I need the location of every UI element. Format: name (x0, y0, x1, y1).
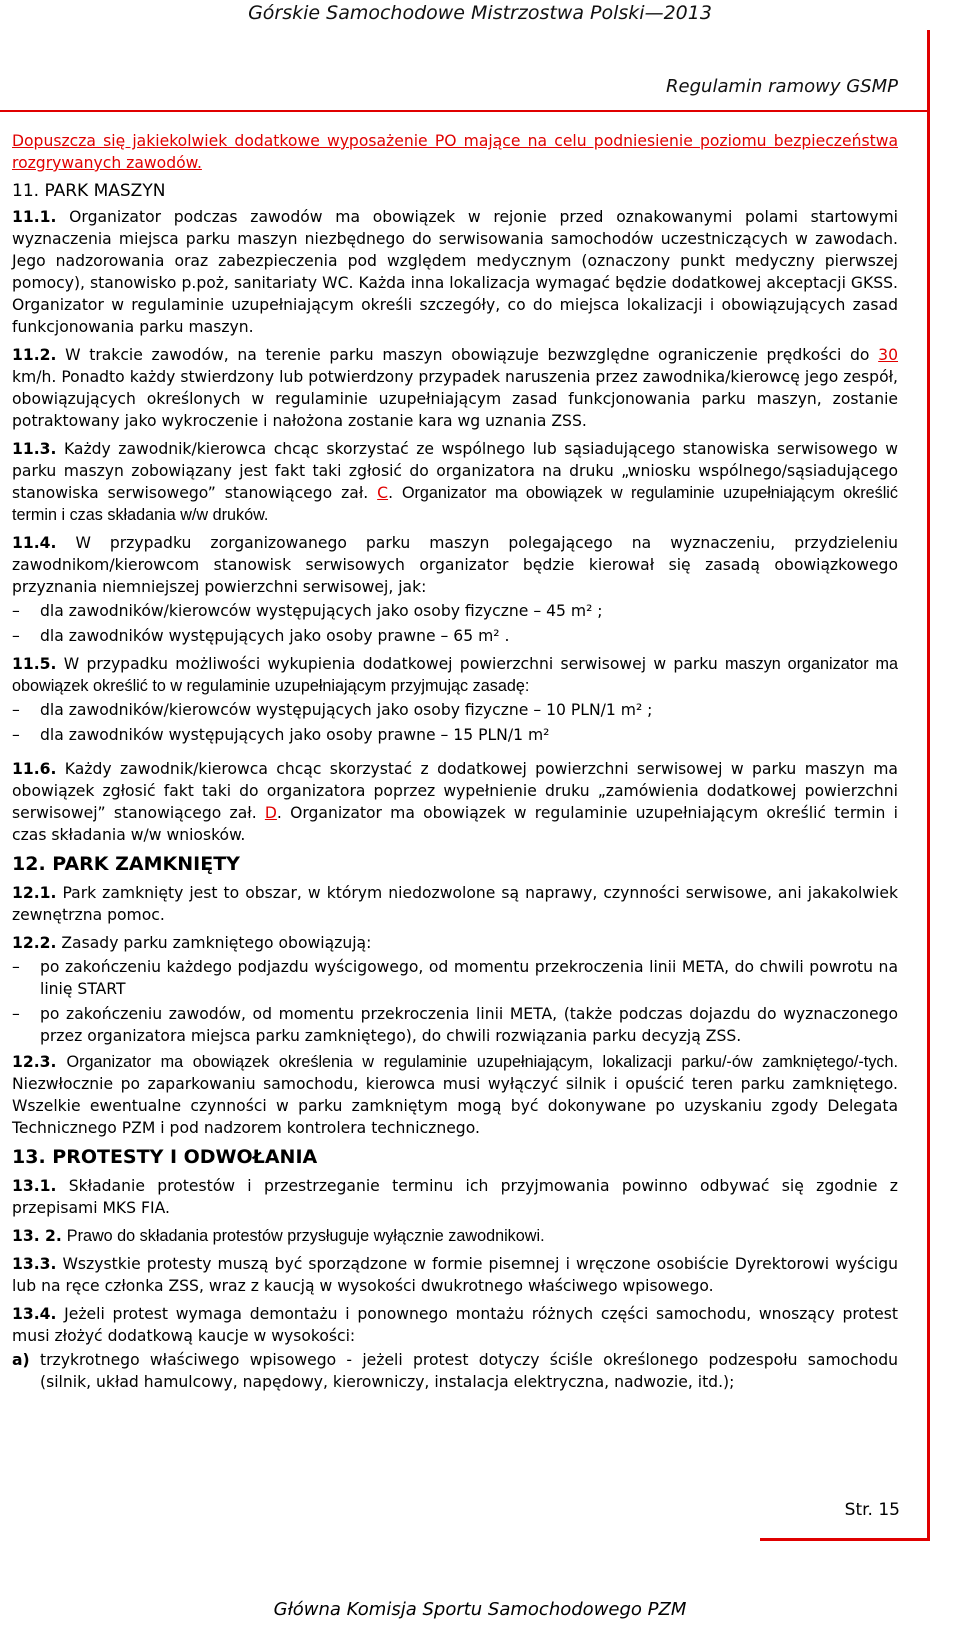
page-content (12, 130, 898, 1396)
para-11-3 (12, 438, 898, 526)
section-11-heading: 11. PARK MASZYN (12, 181, 166, 201)
list-item-text: po zakończeniu zawodów, od momentu przekroczenia linii META, (także podczas dojazdu do wyznaczonego przez organizatora miejsca parku zamkniętego), do chwili rozwiązania parku decyzją ZSS. (40, 1005, 898, 1045)
list-item-text: po zakończeniu każdego podjazdu wyścigowego, od momentu przekroczenia linii META, do chwili powrotu na linię START (40, 958, 898, 998)
para-text: W trakcie zawodów, na terenie parku maszyn obowiązuje bezwzględne ograniczenie prędkości do (65, 346, 879, 364)
para-number: 13. 2. (12, 1227, 62, 1245)
margin-rule (927, 30, 930, 1540)
para-text: W przypadku zorganizowanego parku maszyn polegającego na wyznaczeniu, przydzieleniu zawodnikom/kierowcom stanowisk serwisowych organizator będzie kierował się zasadą obowiązkowego przyznania niemniejszej powierzchni serwisowej, jak: (12, 534, 898, 596)
intro-note: Dopuszcza się jakiekolwiek dodatkowe wyposażenie PO mające na celu podniesienie poziomu bezpieczeństwa rozgrywanych zawodów. (12, 132, 898, 172)
para-11-2 (12, 344, 898, 432)
para-text: Organizator ma obowiązek określenia w regulaminie uzupełniającym, lokalizacji parku/-ów zamkniętego/-tych. (66, 1053, 898, 1071)
para-number: 11.6. (12, 760, 57, 778)
attachment-d-link[interactable]: D (264, 804, 277, 822)
footer-rule (760, 1538, 930, 1541)
para-number: 11.5. (12, 655, 57, 673)
speed-limit-link[interactable]: 30 (878, 346, 899, 364)
running-head: Regulamin ramowy GSMP (666, 76, 898, 97)
list-marker: a) (12, 1351, 30, 1369)
para-number: 13.1. (12, 1177, 57, 1195)
para-12-3 (12, 1051, 898, 1139)
para-13-2 (12, 1225, 898, 1247)
attachment-c-link[interactable]: C (377, 484, 389, 502)
list-item (12, 956, 898, 1000)
page-number: Str. 15 (844, 1500, 900, 1520)
dash-marker: – (12, 602, 20, 620)
para-text: Jeżeli protest wymaga demontażu i ponownego montażu różnych części samochodu, wnoszący protest musi złożyć dodatkową kaucje w wysokości: (12, 1305, 898, 1345)
dash-marker: – (12, 726, 20, 744)
list-item (12, 1003, 898, 1047)
para-text: . Organizator ma obowiązek w regulaminie uzupełniającym określić termin i czas składania w/w wniosków. (12, 804, 898, 844)
para-13-1 (12, 1175, 898, 1219)
footer-organization: Główna Komisja Sportu Samochodowego PZM (273, 1599, 687, 1620)
para-text: Każdy zawodnik/kierowca chcąc skorzystać z dodatkowej powierzchni serwisowej w parku maszyn ma obowiązek zgłosić fakt taki do organizatora poprzez wypełnienie druku „zamówienia dodatkowej powierzchni serwisowej” stanowiącego zał. (12, 760, 898, 822)
para-number: 11.1. (12, 208, 57, 226)
para-text: Park zamknięty jest to obszar, w którym niedozwolone są naprawy, czynności serwisowe, ani jakakolwiek zewnętrzna pomoc. (12, 884, 898, 924)
para-13-4 (12, 1303, 898, 1347)
para-number: 13.4. (12, 1305, 57, 1323)
document-title: Górskie Samochodowe Mistrzostwa Polski—2013 (248, 2, 712, 24)
list-item (12, 699, 898, 721)
dash-marker: – (12, 1005, 20, 1023)
list-item-text: dla zawodników występujących jako osoby prawne – 15 PLN/1 m² (40, 726, 550, 744)
list-item (12, 724, 898, 746)
para-11-4 (12, 532, 898, 598)
header-rule (0, 110, 930, 112)
section-13-heading: 13. PROTESTY I ODWOŁANIA (12, 1146, 318, 1168)
para-text: Każdy zawodnik/kierowca chcąc skorzystać ze wspólnego lub sąsiadującego stanowiska serwisowego w parku maszyn zobowiązany jest fakt taki zgłosić do organizatora na druku „wniosku wspólnego/sąsiadującego stanowiska serwisowego” stanowiącego zał. (12, 440, 898, 502)
list-item-text: trzykrotnego właściwego wpisowego - jeżeli protest dotyczy ściśle określonego podzespołu samochodu (silnik, układ hamulcowy, napędowy, kierowniczy, instalacja elektryczna, nadwozie, itd.); (40, 1351, 898, 1391)
para-11-1 (12, 206, 898, 338)
para-text: Prawo do składania protestów przysługuje wyłącznie zawodnikowi. (66, 1227, 545, 1245)
para-text: Organizator podczas zawodów ma obowiązek w rejonie przed oznakowanymi polami startowymi wyznaczenia miejsca parku maszyn niezbędnego do serwisowania samochodów uczestniczących w zawodach. Jego nadzorowania oraz zabezpieczenia pod względem medycznym (oznaczony punkt medyczny pierwszej pomocy), stanowisko p.poż, sanitariaty WC. Każda inna lokalizacja wymagać będzie dodatkowej akceptacji GKSS. Organizator w regulaminie uzupełniającym określi szczegóły, co do miejsca lokalizacji i obowiązujących zasad funkcjonowania parku maszyn. (12, 208, 898, 336)
list-item (12, 625, 898, 647)
para-12-1 (12, 882, 898, 926)
dash-marker: – (12, 701, 20, 719)
section-12-heading: 12. PARK ZAMKNIĘTY (12, 853, 240, 875)
para-text: Wszystkie protesty muszą być sporządzone w formie pisemnej i wręczone osobiście Dyrektorowi wyścigu lub na ręce członka ZSS, wraz z kaucją w wysokości dwukrotnego właściwego wpisowego. (12, 1255, 898, 1295)
para-number: 11.2. (12, 346, 57, 364)
list-item-text: dla zawodników występujących jako osoby prawne – 65 m² . (40, 627, 510, 645)
para-text: Składanie protestów i przestrzeganie terminu ich przyjmowania powinno odbywać się zgodnie z przepisami MKS FIA. (12, 1177, 898, 1217)
list-item-text: dla zawodników/kierowców występujących jako osoby fizyczne – 10 PLN/1 m² ; (40, 701, 653, 719)
list-item (12, 1349, 898, 1393)
para-number: 13.3. (12, 1255, 57, 1273)
dash-marker: – (12, 627, 20, 645)
para-13-3 (12, 1253, 898, 1297)
para-number: 12.2. (12, 934, 57, 952)
list-item (12, 600, 898, 622)
dash-marker: – (12, 958, 20, 976)
para-number: 11.3. (12, 440, 57, 458)
para-text: km/h. Ponadto każdy stwierdzony lub potwierdzony przypadek naruszenia przez zawodnika/kierowcę jego zespół, obowiązujących określonych w regulaminie uzupełniającym zasad funkcjonowania parku maszyn, zostanie potraktowany jako wykroczenie i nałożona zostanie kara wg uznania ZSS. (12, 368, 898, 430)
para-text: Organizator ma obowiązek w regulaminie uzupełniającym określić termin i czas składania w/w druków. (12, 484, 898, 524)
para-text: . (388, 484, 402, 502)
para-text: Zasady parku zamkniętego obowiązują: (61, 934, 372, 952)
para-number: 11.4. (12, 534, 57, 552)
para-text: W przypadku możliwości wykupienia dodatkowej powierzchni serwisowej w parku (63, 655, 726, 673)
para-12-2 (12, 932, 898, 954)
para-number: 12.1. (12, 884, 57, 902)
para-11-6 (12, 758, 898, 846)
para-number: 12.3. (12, 1053, 57, 1071)
para-11-5 (12, 653, 898, 697)
list-item-text: dla zawodników/kierowców występujących jako osoby fizyczne – 45 m² ; (40, 602, 603, 620)
para-text: Niezwłocznie po zaparkowaniu samochodu, kierowca musi wyłączyć silnik i opuścić teren parku zamkniętego. Wszelkie ewentualne czynności w parku zamkniętym mogą być dokonywane po uzyskaniu zgody Delegata Technicznego PZM i pod nadzorem kontrolera technicznego. (12, 1075, 898, 1137)
para-text: maszyn organizator ma obowiązek określić to w regulaminie uzupełniającym przyjmując zasadę: (12, 655, 898, 695)
